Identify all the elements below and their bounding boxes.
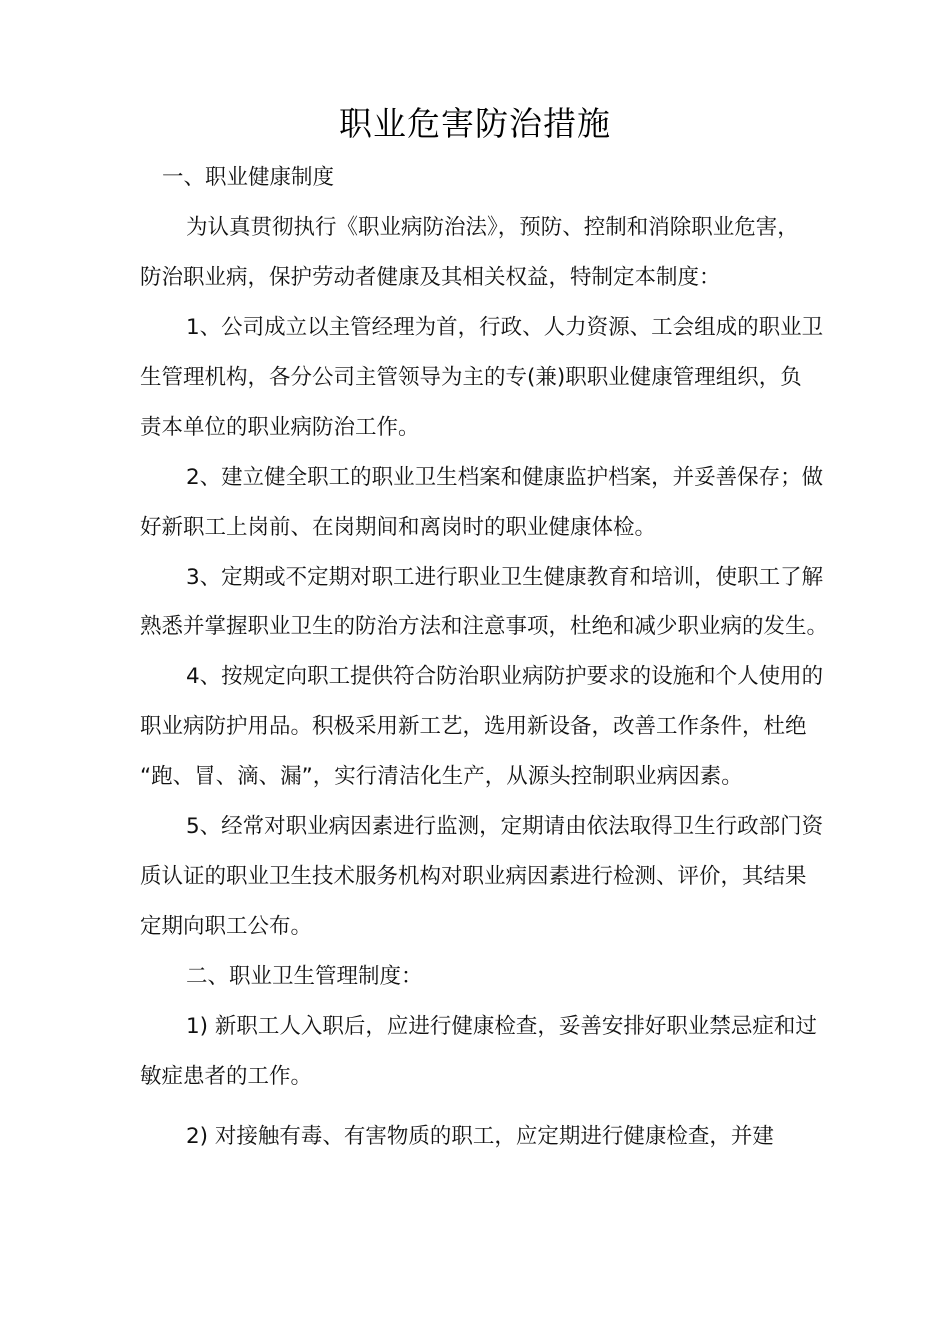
item-2-line-1: 2、建立健全职工的职业卫生档案和健康监护档案，并妥善保存；做 bbox=[186, 465, 824, 490]
item-4-line-2: 职业病防护用品。积极采用新工艺，选用新设备，改善工作条件，杜绝 bbox=[140, 714, 807, 739]
item-2-line-2: 好新职工上岗前、在岗期间和离岗时的职业健康体检。 bbox=[140, 515, 657, 540]
document-title: 职业危害防治措施 bbox=[339, 104, 611, 143]
subitem-1-line-1: 1) 新职工人入职后，应进行健康检查，妥善安排好职业禁忌症和过 bbox=[186, 1014, 817, 1039]
section-heading-health-system: 一、职业健康制度 bbox=[162, 165, 335, 190]
intro-paragraph-line-2: 防治职业病，保护劳动者健康及其相关权益，特制定本制度： bbox=[140, 265, 721, 290]
section-heading-hygiene-system: 二、职业卫生管理制度： bbox=[186, 964, 423, 989]
item-5-line-3: 定期向职工公布。 bbox=[140, 914, 313, 939]
item-5-line-1: 5、经常对职业病因素进行监测，定期请由依法取得卫生行政部门资 bbox=[186, 814, 824, 839]
subitem-1-line-2: 敏症患者的工作。 bbox=[140, 1064, 313, 1089]
item-3-line-2: 熟悉并掌握职业卫生的防治方法和注意事项，杜绝和减少职业病的发生。 bbox=[140, 614, 829, 639]
intro-paragraph-line-1: 为认真贯彻执行《职业病防治法》，预防、控制和消除职业危害， bbox=[186, 215, 799, 240]
item-4-line-3: “跑、冒、滴、漏”，实行清洁化生产，从源头控制职业病因素。 bbox=[140, 764, 743, 789]
item-1-line-2: 生管理机构，各分公司主管领导为主的专(兼)职职业健康管理组织，负 bbox=[140, 365, 802, 390]
item-1-line-3: 责本单位的职业病防治工作。 bbox=[140, 415, 420, 440]
subitem-2-line-1: 2) 对接触有毒、有害物质的职工，应定期进行健康检查，并建 bbox=[186, 1124, 774, 1149]
item-3-line-1: 3、定期或不定期对职工进行职业卫生健康教育和培训，使职工了解 bbox=[186, 565, 824, 590]
item-5-line-2: 质认证的职业卫生技术服务机构对职业病因素进行检测、评价，其结果 bbox=[140, 864, 807, 889]
item-4-line-1: 4、按规定向职工提供符合防治职业病防护要求的设施和个人使用的 bbox=[186, 664, 824, 689]
item-1-line-1: 1、公司成立以主管经理为首，行政、人力资源、工会组成的职业卫 bbox=[186, 315, 824, 340]
